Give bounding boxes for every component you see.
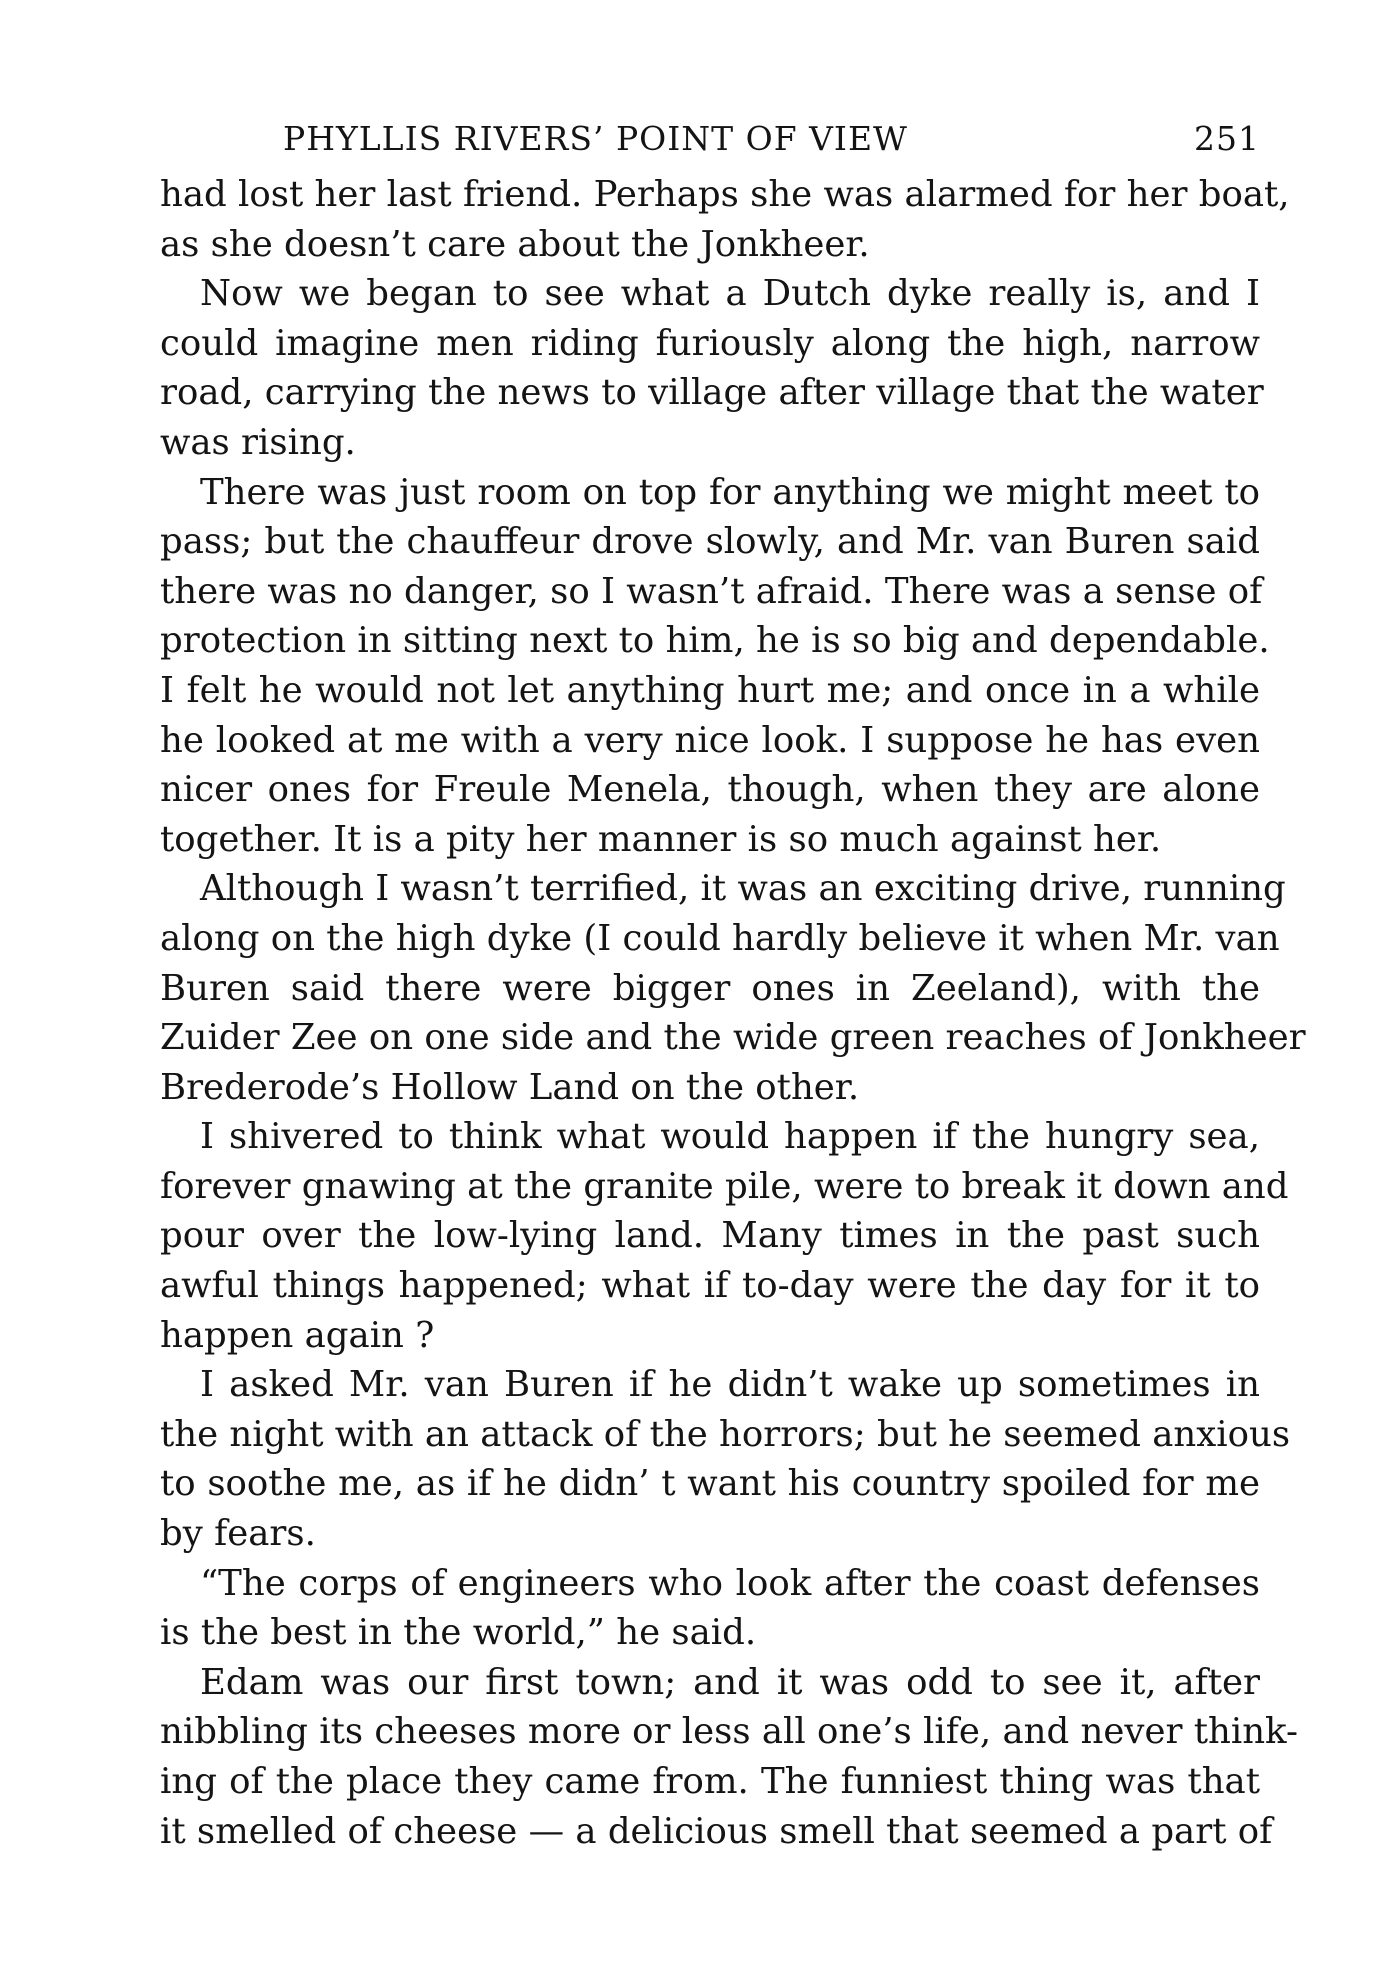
text-line: Brederode’s Hollow Land on the other. (160, 1066, 860, 1108)
text-line: was rising. (160, 421, 356, 463)
paragraph-4 (160, 864, 1306, 1112)
text-line: together. It is a pity her manner is so much against her. (160, 818, 1162, 860)
text-line: awful things happened; what if to-day were the day for it to (160, 1265, 1260, 1307)
text-line: the night with an attack of the horrors; but he seemed anxious (160, 1413, 1291, 1455)
paragraph-6 (160, 1360, 1291, 1558)
text-line: by fears. (160, 1513, 316, 1555)
book-page (160, 108, 1306, 1856)
text-line: protection in sitting next to him, he is so big and dependable. (160, 620, 1270, 662)
text-line: I shivered to think what would happen if the hungry sea, (200, 1116, 1260, 1158)
text-line: happen again ? (160, 1314, 435, 1356)
text-line: it smelled of cheese — a delicious smell that seemed a part of (160, 1810, 1273, 1852)
text-line: road, carrying the news to village after village that the water (160, 372, 1264, 414)
text-line: to soothe me, as if he didn’ t want his country spoiled for me (160, 1463, 1260, 1505)
text-line: Buren said there were bigger ones in Zeeland), with the (160, 967, 1260, 1009)
text-line: had lost her last friend. Perhaps she was alarmed for her boat, (160, 174, 1290, 215)
running-title: PHYLLIS RIVERS’ POINT OF VIEW (283, 119, 908, 158)
paragraph-5 (160, 1112, 1289, 1360)
text-line: as she doesn’t care about the Jonkheer. (160, 223, 870, 265)
text-line: pass; but the chauffeur drove slowly, and Mr. van Buren said (160, 521, 1260, 563)
page-number: 251 (1194, 119, 1260, 158)
text-line: could imagine men riding furiously along the high, narrow (160, 322, 1260, 364)
text-line: there was no danger, so I wasn’t afraid. There was a sense of (160, 570, 1263, 612)
paragraph-7 (160, 1559, 1260, 1658)
paragraph-1 (160, 170, 1290, 269)
text-line: Now we began to see what a Dutch dyke really is, and I (200, 273, 1260, 315)
body-text (160, 170, 1306, 1856)
text-line: forever gnawing at the granite pile, were to break it down and (160, 1165, 1289, 1207)
text-line: “The corps of engineers who look after the coast defenses (200, 1562, 1260, 1604)
text-line: is the best in the world,” he said. (160, 1612, 757, 1654)
text-line: Edam was our first town; and it was odd to see it, after (200, 1661, 1260, 1703)
text-line: nibbling its cheeses more or less all one’s life, and never think- (160, 1711, 1298, 1753)
text-line: along on the high dyke (I could hardly believe it when Mr. van (160, 917, 1280, 959)
text-line: nicer ones for Freule Menela, though, when they are alone (160, 769, 1260, 811)
running-head (160, 108, 1260, 170)
text-line: pour over the low-lying land. Many times in the past such (160, 1215, 1260, 1257)
text-line: ing of the place they came from. The funniest thing was that (160, 1761, 1260, 1802)
text-line: I asked Mr. van Buren if he didn’t wake up sometimes in (200, 1364, 1260, 1406)
text-line: Zuider Zee on one side and the wide green reaches of Jonkheer (160, 1017, 1306, 1059)
text-line: There was just room on top for anything we might meet to (200, 471, 1260, 513)
text-line: he looked at me with a very nice look. I suppose he has even (160, 719, 1260, 761)
paragraph-8 (160, 1658, 1298, 1856)
paragraph-2 (160, 269, 1264, 467)
text-line: Although I wasn’t terrified, it was an exciting drive, running (200, 868, 1286, 910)
text-line: I felt he would not let anything hurt me; and once in a while (160, 669, 1260, 711)
paragraph-3 (160, 468, 1270, 865)
